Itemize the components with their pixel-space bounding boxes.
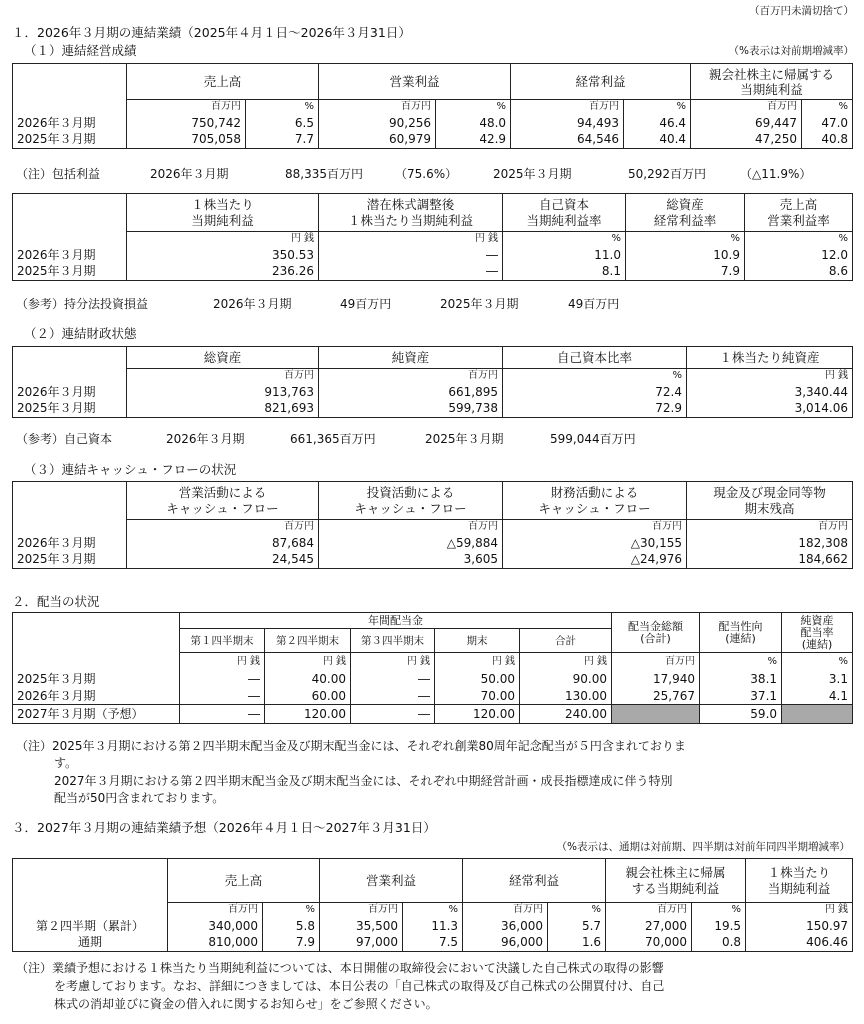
col-investing-cf-line1: 投資活動による xyxy=(366,484,455,500)
cell: 70,000 xyxy=(606,934,692,951)
cell: 120.00 xyxy=(265,705,351,724)
cell: 12.0 xyxy=(745,246,853,263)
col-net-income xyxy=(691,64,853,100)
col-operating-cf-line2: キャッシュ・フロー xyxy=(166,500,279,516)
unit: 百万円 xyxy=(127,520,319,535)
cell: 87,684 xyxy=(127,534,319,551)
col-roe xyxy=(503,194,626,232)
cash-flow-table xyxy=(12,481,853,569)
cell: 130.00 xyxy=(520,688,612,705)
col-sales: 売上高 xyxy=(168,859,320,903)
row-label: 2026年３月期 xyxy=(13,534,127,551)
unit: % xyxy=(624,100,691,115)
col-total-dividend-line2: (合計) xyxy=(640,631,671,645)
cell: 72.4 xyxy=(503,383,687,400)
unit: 円 銭 xyxy=(265,653,351,671)
col-q3-end: 第３四半期末 xyxy=(351,629,435,653)
unit: 百万円 xyxy=(319,100,436,115)
table-row xyxy=(13,534,853,551)
cell: 96,000 xyxy=(463,934,548,951)
cell: 661,895 xyxy=(319,383,503,400)
col-diluted-eps-line1: 潜在株式調整後 xyxy=(366,196,455,212)
section1-title: １．2026年３月期の連結業績（2025年４月１日～2026年３月31日） xyxy=(12,25,411,40)
cell: 810,000 xyxy=(168,934,263,951)
col-roe-line2: 当期純利益率 xyxy=(526,212,602,228)
unit: 百万円 xyxy=(511,100,624,115)
col-financing-cf-line1: 財務活動による xyxy=(550,484,639,500)
row-label: 2025年３月期 xyxy=(13,671,180,688)
table-row xyxy=(13,934,853,951)
col-cash-balance-line1: 現金及び現金同等物 xyxy=(713,484,826,500)
row-label: 第２四半期（累計） xyxy=(13,917,168,934)
unit: 百万円 xyxy=(606,903,692,918)
cell: △24,976 xyxy=(503,551,687,568)
section2-title: ２．配当の状況 xyxy=(12,594,100,609)
cell: ― xyxy=(351,688,435,705)
row-label: 2027年３月期（予想） xyxy=(13,705,180,724)
forecast-table xyxy=(12,858,853,952)
equity-method-year1: 2026年３月期 xyxy=(213,297,292,311)
cell: 599,738 xyxy=(319,400,503,417)
cell: 38.1 xyxy=(700,671,782,688)
unit: % xyxy=(626,232,745,247)
table-row xyxy=(13,671,853,688)
row-label: 2026年３月期 xyxy=(13,246,127,263)
equity-value2: 599,044百万円 xyxy=(550,432,636,446)
col-ordinary-income: 経常利益 xyxy=(463,859,606,903)
col-roa-line2: 経常利益率 xyxy=(653,212,717,228)
cell: 97,000 xyxy=(320,934,403,951)
section3-title: ３．2027年３月期の連結業績予想（2026年４月１日～2027年３月31日） xyxy=(12,820,436,835)
cell: 40.00 xyxy=(265,671,351,688)
col-bps: １株当たり純資産 xyxy=(687,347,853,369)
comprehensive-income-pct2: （△11.9%） xyxy=(740,167,812,181)
col-diluted-eps-line2: １株当たり当期純利益 xyxy=(347,212,473,228)
cell: 46.4 xyxy=(624,114,691,131)
cell: 406.46 xyxy=(746,934,853,951)
table-row xyxy=(13,246,853,263)
cell: 3,340.44 xyxy=(687,383,853,400)
per-share-table xyxy=(12,193,853,281)
col-operating-income: 営業利益 xyxy=(319,64,511,100)
col-financing-cf-line2: キャッシュ・フロー xyxy=(538,500,651,516)
col-diluted-eps xyxy=(319,194,503,232)
cell: 37.1 xyxy=(700,688,782,705)
cell-shaded xyxy=(782,705,853,724)
cell-shaded xyxy=(612,705,700,724)
cell: 60,979 xyxy=(319,131,436,148)
cell: 8.6 xyxy=(745,263,853,280)
table-row xyxy=(13,400,853,417)
equity-method-year2: 2025年３月期 xyxy=(440,297,519,311)
cell: 340,000 xyxy=(168,917,263,934)
cell: 24,545 xyxy=(127,551,319,568)
col-eps-line1: １株当たり xyxy=(191,196,254,212)
cell: 47.0 xyxy=(802,114,853,131)
forecast-note-b: を考慮しております。なお、詳細につきましては、本日公表の「自己株式の取得及び自己株式の公開買付け、自己 xyxy=(54,979,665,993)
cell: 821,693 xyxy=(127,400,319,417)
unit: 円 銭 xyxy=(435,653,520,671)
dividends-table xyxy=(12,612,853,724)
unit: 百万円 xyxy=(687,520,853,535)
unit: % xyxy=(246,100,319,115)
cell: 150.97 xyxy=(746,917,853,934)
col-doe-line1: 純資産 xyxy=(800,613,834,627)
cell: 36,000 xyxy=(463,917,548,934)
pct-note: （%表示は対前期増減率） xyxy=(728,45,854,57)
cell: 3,014.06 xyxy=(687,400,853,417)
cell: 7.9 xyxy=(263,934,320,951)
cell: 50.00 xyxy=(435,671,520,688)
cell: ― xyxy=(180,705,265,724)
col-q2-end: 第２四半期末 xyxy=(265,629,351,653)
cell: 3.1 xyxy=(782,671,853,688)
col-financing-cf xyxy=(503,482,687,520)
table-row xyxy=(13,114,853,131)
forecast-note-c: 株式の消却並びに資金の借入れに関するお知らせ」をご参照ください。 xyxy=(54,997,438,1011)
col-operating-income: 営業利益 xyxy=(320,859,463,903)
col-operating-margin-line2: 営業利益率 xyxy=(767,212,830,228)
unit: 円 銭 xyxy=(319,232,503,247)
cell: 64,546 xyxy=(511,131,624,148)
cell: 60.00 xyxy=(265,688,351,705)
cell: 40.4 xyxy=(624,131,691,148)
cell: 11.0 xyxy=(503,246,626,263)
col-eps xyxy=(746,859,853,903)
corner-cell xyxy=(13,64,127,100)
cell: 7.5 xyxy=(403,934,463,951)
dividend-note-2b: 配当が50円含まれております。 xyxy=(54,791,225,805)
cell: 3,605 xyxy=(319,551,503,568)
cell: 70.00 xyxy=(435,688,520,705)
cell: 0.8 xyxy=(692,934,746,951)
cell: 17,940 xyxy=(612,671,700,688)
equity-year1: 2026年３月期 xyxy=(166,432,245,446)
cell: 35,500 xyxy=(320,917,403,934)
dividend-note-1b: す。 xyxy=(54,756,78,770)
unit: % xyxy=(700,653,782,671)
col-ordinary-income: 経常利益 xyxy=(511,64,691,100)
col-payout-ratio xyxy=(700,613,782,653)
unit: % xyxy=(745,232,853,247)
cell: 913,763 xyxy=(127,383,319,400)
unit: % xyxy=(403,903,463,918)
col-operating-cf-line1: 営業活動による xyxy=(178,484,267,500)
col-roe-line1: 自己資本 xyxy=(538,196,589,212)
col-eps xyxy=(127,194,319,232)
cell: 42.9 xyxy=(436,131,511,148)
col-doe-line3: (連結) xyxy=(801,637,833,651)
unit: 百万円 xyxy=(691,100,802,115)
col-net-income-line1: 親会社株主に帰属する xyxy=(709,66,835,82)
col-net-income-line2: する当期純利益 xyxy=(631,880,720,896)
cell: 240.00 xyxy=(520,705,612,724)
unit: 百万円 xyxy=(503,520,687,535)
unit: % xyxy=(782,653,853,671)
col-year-end: 期末 xyxy=(435,629,520,653)
row-label: 2025年３月期 xyxy=(13,400,127,417)
unit: 百万円 xyxy=(463,903,548,918)
cell: 94,493 xyxy=(511,114,624,131)
cell: 5.7 xyxy=(548,917,606,934)
row-label: 2026年３月期 xyxy=(13,114,127,131)
table-row xyxy=(13,131,853,148)
cell: 11.3 xyxy=(403,917,463,934)
col-operating-margin-line1: 売上高 xyxy=(779,196,818,212)
unit: 円 銭 xyxy=(687,369,853,384)
unit: % xyxy=(802,100,853,115)
cell: 19.5 xyxy=(692,917,746,934)
unit: 円 銭 xyxy=(746,903,853,918)
dividend-note-2a: 2027年３月期における第２四半期末配当金及び期末配当金には、それぞれ中期経営計画・成長指標達成に伴う特別 xyxy=(54,774,673,788)
cell: 48.0 xyxy=(436,114,511,131)
subsection-operating-results: （１）連結経営成績 xyxy=(24,43,137,58)
table-row xyxy=(13,383,853,400)
unit: % xyxy=(503,369,687,384)
operating-results-table xyxy=(12,63,853,149)
subsection-cash-flow: （３）連結キャッシュ・フローの状況 xyxy=(24,462,237,477)
col-eps-line2: 当期純利益 xyxy=(767,880,831,896)
col-investing-cf xyxy=(319,482,503,520)
equity-year2: 2025年３月期 xyxy=(425,432,504,446)
comprehensive-income-value1: 88,335百万円 xyxy=(285,167,363,181)
col-doe-line2: 配当率 xyxy=(800,625,834,639)
col-total-dividend xyxy=(612,613,700,653)
unit: 百万円 xyxy=(320,903,403,918)
truncation-note: （百万円未満切捨て） xyxy=(749,5,854,17)
col-cash-balance xyxy=(687,482,853,520)
comprehensive-income-year1: 2026年３月期 xyxy=(150,167,229,181)
col-eps-line2: 当期純利益 xyxy=(191,212,254,228)
cell: 236.26 xyxy=(127,263,319,280)
unit: 百万円 xyxy=(612,653,700,671)
col-cash-balance-line2: 期末残高 xyxy=(744,500,795,516)
col-operating-cf xyxy=(127,482,319,520)
col-equity-ratio: 自己資本比率 xyxy=(503,347,687,369)
cell: 7.9 xyxy=(626,263,745,280)
col-investing-cf-line2: キャッシュ・フロー xyxy=(354,500,467,516)
col-doe xyxy=(782,613,853,653)
cell: ― xyxy=(319,246,503,263)
cell: 7.7 xyxy=(246,131,319,148)
col-eps-line1: １株当たり xyxy=(767,864,831,880)
cell: 27,000 xyxy=(606,917,692,934)
equity-method-label: （参考）持分法投資損益 xyxy=(16,297,149,311)
cell: ― xyxy=(180,688,265,705)
cell: 5.8 xyxy=(263,917,320,934)
row-label: 2026年３月期 xyxy=(13,383,127,400)
cell: ― xyxy=(180,671,265,688)
unit: % xyxy=(692,903,746,918)
cell: 25,767 xyxy=(612,688,700,705)
unit: 円 銭 xyxy=(351,653,435,671)
cell: 10.9 xyxy=(626,246,745,263)
col-payout-ratio-line2: (連結) xyxy=(725,631,756,645)
col-net-income-line2: 当期純利益 xyxy=(740,81,803,97)
financial-position-table xyxy=(12,346,853,418)
unit: 百万円 xyxy=(127,100,246,115)
cell: ― xyxy=(319,263,503,280)
cell: △59,884 xyxy=(319,534,503,551)
table-row xyxy=(13,917,853,934)
cell: 90,256 xyxy=(319,114,436,131)
unit: % xyxy=(263,903,320,918)
equity-value1: 661,365百万円 xyxy=(290,432,376,446)
unit: 百万円 xyxy=(168,903,263,918)
col-net-assets: 純資産 xyxy=(319,347,503,369)
unit: 百万円 xyxy=(319,520,503,535)
col-annual-dividend: 年間配当金 xyxy=(180,613,612,629)
cell: 47,250 xyxy=(691,131,802,148)
col-q1-end: 第１四半期末 xyxy=(180,629,265,653)
unit: % xyxy=(436,100,511,115)
unit: 百万円 xyxy=(319,369,503,384)
table-row xyxy=(13,705,853,724)
cell: △30,155 xyxy=(503,534,687,551)
row-label: 2025年３月期 xyxy=(13,131,127,148)
cell: 1.6 xyxy=(548,934,606,951)
table-row xyxy=(13,551,853,568)
cell: 182,308 xyxy=(687,534,853,551)
equity-method-value2: 49百万円 xyxy=(568,297,620,311)
comprehensive-income-pct1: （75.6%） xyxy=(395,167,458,181)
cell: 69,447 xyxy=(691,114,802,131)
forecast-pct-note: （%表示は、通期は対前期、四半期は対前年同四半期増減率） xyxy=(556,841,850,853)
comprehensive-income-label: （注）包括利益 xyxy=(16,167,101,181)
table-row xyxy=(13,688,853,705)
cell: ― xyxy=(351,671,435,688)
equity-method-value1: 49百万円 xyxy=(340,297,392,311)
comprehensive-income-year2: 2025年３月期 xyxy=(493,167,572,181)
unit: 円 銭 xyxy=(180,653,265,671)
cell: 184,662 xyxy=(687,551,853,568)
col-operating-margin xyxy=(745,194,853,232)
col-roa xyxy=(626,194,745,232)
cell: ― xyxy=(351,705,435,724)
equity-label: （参考）自己資本 xyxy=(16,432,113,446)
unit: % xyxy=(548,903,606,918)
cell: 59.0 xyxy=(700,705,782,724)
col-total-assets: 総資産 xyxy=(127,347,319,369)
col-roa-line1: 総資産 xyxy=(666,196,704,212)
cell: 90.00 xyxy=(520,671,612,688)
unit: 円 銭 xyxy=(520,653,612,671)
cell: 350.53 xyxy=(127,246,319,263)
unit: 百万円 xyxy=(127,369,319,384)
cell: 4.1 xyxy=(782,688,853,705)
cell: 120.00 xyxy=(435,705,520,724)
subsection-financial-position: （２）連結財政状態 xyxy=(24,326,137,341)
cell: 40.8 xyxy=(802,131,853,148)
comprehensive-income-value2: 50,292百万円 xyxy=(628,167,706,181)
cell: 8.1 xyxy=(503,263,626,280)
forecast-note-a: （注）業績予想における１株当たり当期純利益については、本日開催の取締役会において決議した自己株式の取得の影響 xyxy=(16,961,664,975)
col-total-dividend-line1: 配当金総額 xyxy=(628,619,684,633)
unit: 円 銭 xyxy=(127,232,319,247)
col-total: 合計 xyxy=(520,629,612,653)
cell: 6.5 xyxy=(246,114,319,131)
col-net-income xyxy=(606,859,746,903)
col-net-income-line1: 親会社株主に帰属 xyxy=(625,864,726,880)
row-label: 2026年３月期 xyxy=(13,688,180,705)
unit: % xyxy=(503,232,626,247)
col-sales: 売上高 xyxy=(127,64,319,100)
cell: 750,742 xyxy=(127,114,246,131)
row-label: 2025年３月期 xyxy=(13,263,127,280)
row-label: 2025年３月期 xyxy=(13,551,127,568)
dividend-note-1a: （注）2025年３月期における第２四半期末配当金及び期末配当金には、それぞれ創業80周年記念配当が５円含まれておりま xyxy=(16,739,686,753)
col-payout-ratio-line1: 配当性向 xyxy=(718,619,763,633)
cell: 705,058 xyxy=(127,131,246,148)
row-label: 通期 xyxy=(13,934,168,951)
table-row xyxy=(13,263,853,280)
cell: 72.9 xyxy=(503,400,687,417)
